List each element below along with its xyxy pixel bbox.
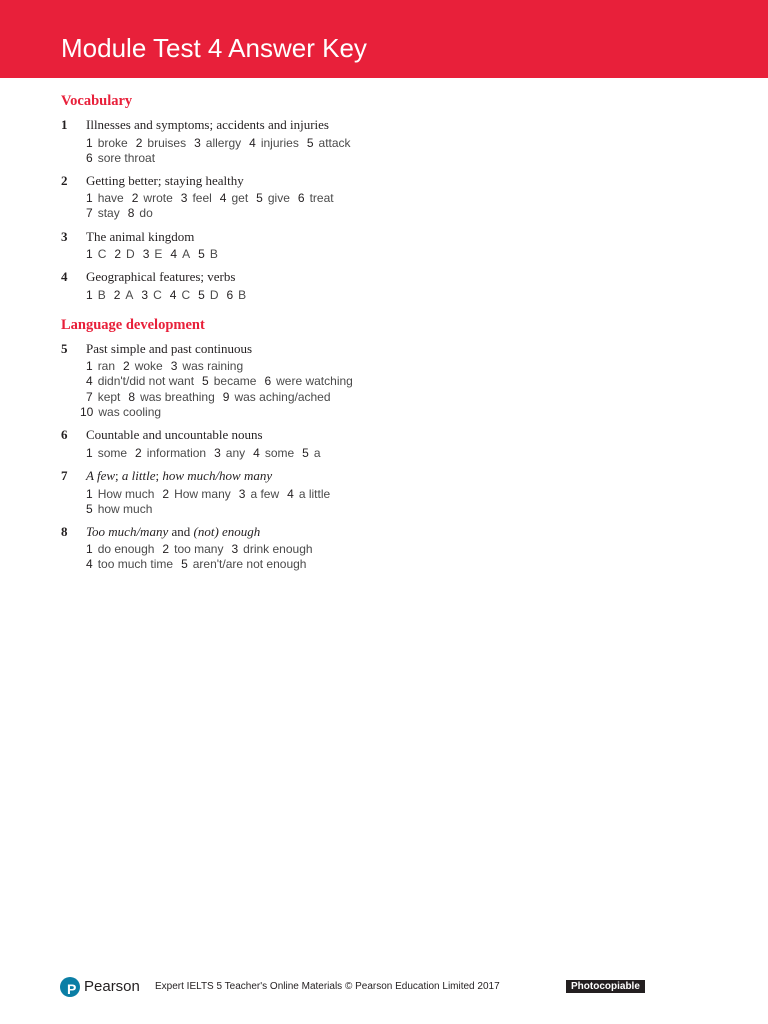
- answer-line: [86, 390, 331, 404]
- question-number: 7: [61, 468, 68, 483]
- photocopiable-badge: Photocopiable: [566, 980, 645, 993]
- answer-text: How many: [174, 487, 231, 501]
- answer-text: became: [213, 374, 257, 388]
- answer-number: 2: [135, 136, 143, 150]
- question-title: [86, 524, 260, 540]
- answer-number: 5: [86, 502, 93, 516]
- answer-text: feel: [192, 191, 212, 205]
- answer-line: [86, 247, 218, 261]
- answer-number: 7: [86, 206, 93, 220]
- title-part: ;: [115, 468, 122, 483]
- answer-text: B: [209, 247, 218, 261]
- answer-text: a few: [250, 487, 280, 501]
- answer-text: some: [97, 446, 128, 460]
- answer-line: [86, 191, 334, 205]
- answer-text: stay: [97, 206, 120, 220]
- answer-text: D: [209, 288, 219, 302]
- title-part: and: [168, 524, 194, 539]
- answer-text: wrote: [143, 191, 173, 205]
- answer-text: was raining: [182, 359, 244, 373]
- answer-text: was breathing: [140, 390, 215, 404]
- question-title: Past simple and past continuous: [86, 341, 253, 356]
- pearson-logo-icon: P: [60, 977, 80, 997]
- answer-number: 4: [170, 247, 178, 261]
- answer-line: [86, 151, 155, 165]
- answer-text: treat: [309, 191, 334, 205]
- section-heading-language-development: Language development: [61, 317, 205, 333]
- question-title: The animal kingdom: [86, 229, 195, 244]
- footer: [58, 974, 708, 1004]
- answer-number: 3: [231, 542, 239, 556]
- answer-number: 6: [297, 191, 305, 205]
- answer-text: A: [182, 247, 191, 261]
- answer-number: 2: [131, 191, 139, 205]
- question-title: Geographical features; verbs: [86, 269, 236, 284]
- answer-number: 5: [202, 374, 209, 388]
- answer-text: B: [97, 288, 106, 302]
- question-number: 4: [61, 269, 68, 284]
- title-part: (not) enough: [193, 524, 261, 539]
- answer-number: 5: [181, 557, 188, 571]
- question-number: 3: [61, 229, 68, 244]
- answer-line: [86, 288, 246, 302]
- answer-number: 6: [86, 151, 93, 165]
- question-number: 2: [61, 173, 68, 188]
- answer-number: 3: [170, 359, 178, 373]
- answer-number: 7: [86, 390, 93, 404]
- answer-text: E: [154, 247, 163, 261]
- title-part: how much/how many: [162, 468, 273, 483]
- answer-text: have: [97, 191, 124, 205]
- answer-text: give: [267, 191, 290, 205]
- pearson-logo-text: Pearson: [84, 978, 140, 995]
- question-number: 6: [61, 427, 68, 442]
- answer-line: [86, 446, 321, 460]
- answer-line: [86, 374, 353, 388]
- answer-number: 2: [114, 247, 122, 261]
- title-part: ;: [155, 468, 163, 483]
- answer-number: 1: [86, 359, 93, 373]
- answer-text: How much: [97, 487, 155, 501]
- answer-text: C: [153, 288, 162, 302]
- answer-number: 8: [128, 390, 136, 404]
- answer-number: 9: [222, 390, 230, 404]
- answer-number: 5: [306, 136, 314, 150]
- answer-number: 3: [194, 136, 201, 150]
- section-heading-vocabulary: Vocabulary: [61, 93, 133, 109]
- answer-text: B: [238, 288, 247, 302]
- answer-text: too much time: [97, 557, 174, 571]
- answer-text: woke: [134, 359, 163, 373]
- answer-number: 3: [238, 487, 246, 501]
- answer-text: injuries: [260, 136, 299, 150]
- question-title: Getting better; staying healthy: [86, 173, 244, 188]
- answer-number: 2: [135, 446, 142, 460]
- answer-text: ran: [97, 359, 116, 373]
- answer-text: how much: [97, 502, 153, 516]
- answer-number: 3: [141, 288, 149, 302]
- answer-number: 1: [86, 487, 93, 501]
- answer-number: 6: [264, 374, 272, 388]
- answer-line: [86, 502, 152, 516]
- question-number: 8: [61, 524, 68, 539]
- answer-number: 4: [253, 446, 260, 460]
- answer-text: didn't/did not want: [97, 374, 195, 388]
- answer-number: 1: [86, 542, 93, 556]
- title-part: Too much/many: [86, 524, 169, 539]
- answer-number: 1: [86, 136, 93, 150]
- answer-line: [86, 136, 351, 150]
- answer-line: [86, 487, 330, 501]
- answer-number: 10: [80, 405, 94, 419]
- question-title: Countable and uncountable nouns: [86, 427, 263, 442]
- answer-text: aren't/are not enough: [192, 557, 307, 571]
- header-banner: [0, 0, 768, 78]
- answer-number: 2: [113, 288, 121, 302]
- answer-text: D: [126, 247, 135, 261]
- answer-text: too many: [174, 542, 224, 556]
- title-part: a little: [121, 468, 156, 483]
- copyright-text: Expert IELTS 5 Teacher's Online Materials © Pearson Education Limited 2017: [155, 981, 500, 992]
- answer-text: sore throat: [97, 151, 156, 165]
- title-part: A few: [86, 468, 116, 483]
- answer-text: do enough: [97, 542, 155, 556]
- answer-text: C: [181, 288, 191, 302]
- answer-text: drink enough: [243, 542, 313, 556]
- answer-text: were watching: [276, 374, 353, 388]
- answer-number: 3: [214, 446, 221, 460]
- answer-text: a little: [298, 487, 331, 501]
- answer-text: C: [97, 247, 107, 261]
- answer-number: 5: [198, 288, 205, 302]
- answer-text: do: [139, 206, 153, 220]
- answer-text: bruises: [147, 136, 187, 150]
- answer-text: attack: [318, 136, 351, 150]
- answer-number: 4: [249, 136, 256, 150]
- answer-number: 5: [198, 247, 205, 261]
- page-title: Module Test 4 Answer Key: [61, 33, 367, 63]
- answer-number: 1: [86, 446, 93, 460]
- answer-text: information: [146, 446, 207, 460]
- answer-number: 1: [86, 247, 93, 261]
- answer-line: [86, 359, 243, 373]
- answer-text: broke: [97, 136, 128, 150]
- answer-number: 4: [169, 288, 177, 302]
- answer-number: 4: [86, 557, 93, 571]
- answer-number: 2: [123, 359, 130, 373]
- answer-number: 3: [142, 247, 150, 261]
- answer-number: 3: [180, 191, 188, 205]
- answer-text: get: [231, 191, 249, 205]
- answer-text: was cooling: [98, 405, 162, 419]
- answer-number: 2: [162, 542, 170, 556]
- answer-text: any: [225, 446, 246, 460]
- answer-number: 1: [86, 191, 93, 205]
- question-title: [86, 468, 272, 484]
- answer-text: was aching/ached: [234, 390, 331, 404]
- question-number: 1: [61, 117, 68, 132]
- answer-number: 5: [302, 446, 309, 460]
- answer-line: [86, 542, 313, 556]
- answer-number: 4: [86, 374, 93, 388]
- answer-line: [86, 557, 306, 571]
- question-number: 5: [61, 341, 68, 356]
- answer-text: some: [264, 446, 295, 460]
- answer-text: a: [313, 446, 321, 460]
- answer-number: 2: [162, 487, 170, 501]
- question-title: Illnesses and symptoms; accidents and injuries: [86, 117, 329, 132]
- answer-line: [80, 405, 161, 419]
- answer-text: A: [125, 288, 134, 302]
- answer-line: [86, 206, 153, 220]
- answer-number: 6: [226, 288, 234, 302]
- answer-number: 5: [256, 191, 263, 205]
- answer-text: allergy: [205, 136, 242, 150]
- answer-number: 4: [219, 191, 227, 205]
- answer-number: 8: [127, 206, 135, 220]
- answer-text: kept: [97, 390, 121, 404]
- answer-number: 4: [287, 487, 294, 501]
- answer-number: 1: [86, 288, 93, 302]
